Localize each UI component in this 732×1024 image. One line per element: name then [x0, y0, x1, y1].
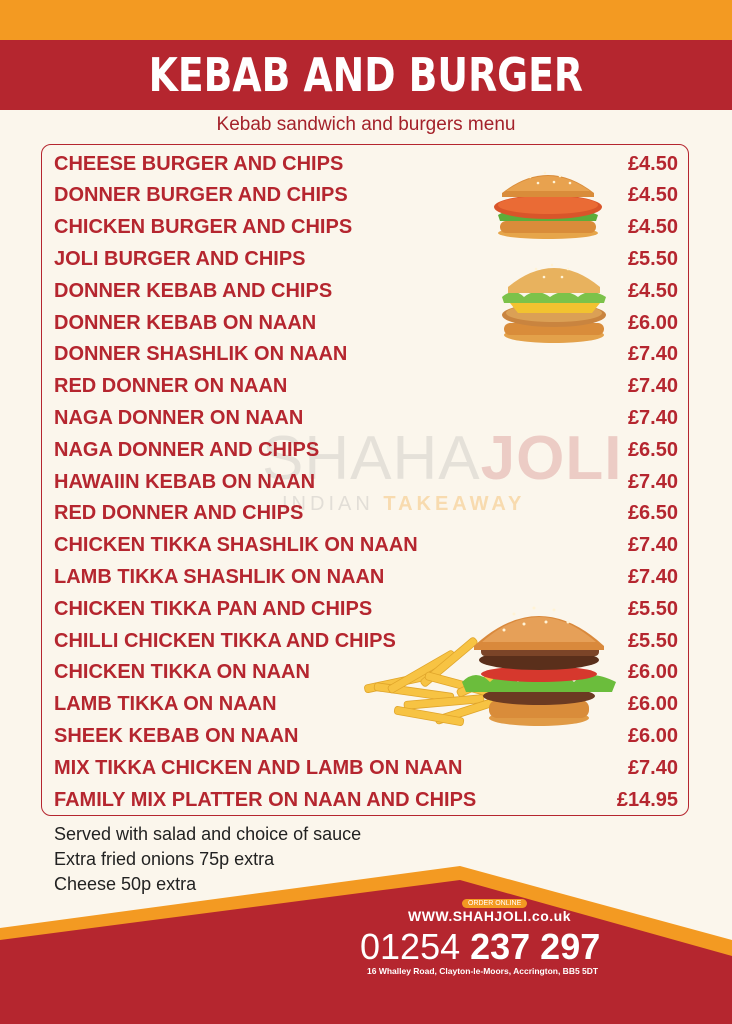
- menu-item-name: CHICKEN TIKKA PAN AND CHIPS: [54, 597, 373, 620]
- menu-item-price: £4.50: [627, 279, 678, 302]
- menu-item-name: HAWAIIN KEBAB ON NAAN: [54, 470, 316, 493]
- header-band: [0, 40, 732, 110]
- menu-item-price: £5.50: [627, 629, 678, 652]
- menu-item-price: £14.95: [616, 788, 678, 811]
- menu-item: [54, 149, 678, 179]
- menu-item-price: £7.40: [627, 406, 678, 429]
- menu-item-name: CHICKEN TIKKA ON NAAN: [54, 661, 310, 684]
- order-online-badge: ORDER ONLINE: [462, 899, 527, 908]
- menu-item-name: SHEEK KEBAB ON NAAN: [54, 724, 299, 747]
- menu-item-name: DONNER KEBAB AND CHIPS: [54, 279, 333, 302]
- menu-item-name: CHICKEN TIKKA SHASHLIK ON NAAN: [54, 534, 418, 557]
- menu-item-price: £7.40: [627, 343, 678, 366]
- menu-item: [54, 467, 678, 497]
- menu-item: [54, 340, 678, 370]
- menu-item: [54, 531, 678, 561]
- menu-item-price: £7.40: [627, 470, 678, 493]
- menu-item: [54, 435, 678, 465]
- menu-item: [54, 244, 678, 274]
- menu-item-price: £6.00: [627, 311, 678, 334]
- menu-item: [54, 753, 678, 783]
- menu-item: [54, 690, 678, 720]
- menu-item: [54, 658, 678, 688]
- menu-item-price: £4.50: [627, 216, 678, 239]
- page-title: KEBAB AND BURGER: [148, 48, 584, 102]
- menu-item: [54, 372, 678, 402]
- menu-item-price: £6.50: [627, 438, 678, 461]
- menu-item-price: £7.40: [627, 565, 678, 588]
- menu-item-name: CHILLI CHICKEN TIKKA AND CHIPS: [54, 629, 396, 652]
- website-link[interactable]: WWW.SHAHJOLI.co.uk: [408, 908, 571, 924]
- menu-item: [54, 308, 678, 338]
- menu-item-name: DONNER BURGER AND CHIPS: [54, 184, 348, 207]
- menu-item-price: £4.50: [627, 152, 678, 175]
- menu-item-name: FAMILY MIX PLATTER ON NAAN AND CHIPS: [54, 788, 477, 811]
- note-fried-onions: Extra fried onions 75p extra: [54, 849, 275, 869]
- menu-item-name: MIX TIKKA CHICKEN AND LAMB ON NAAN: [54, 756, 463, 779]
- menu-item-price: £5.50: [627, 597, 678, 620]
- note-cheese: Cheese 50p extra: [54, 874, 197, 894]
- menu-item: [54, 499, 678, 529]
- menu-item: [54, 562, 678, 592]
- menu-item-price: £6.50: [627, 502, 678, 525]
- menu-item-name: LAMB TIKKA ON NAAN: [54, 693, 277, 716]
- menu-item-price: £4.50: [627, 184, 678, 207]
- menu-item: [54, 276, 678, 306]
- menu-item: [54, 785, 678, 815]
- menu-item-price: £6.00: [627, 724, 678, 747]
- menu-item-name: NAGA DONNER AND CHIPS: [54, 438, 320, 461]
- menu-item: [54, 721, 678, 751]
- menu-item-name: NAGA DONNER ON NAAN: [54, 406, 304, 429]
- page-subtitle: Kebab sandwich and burgers menu: [216, 114, 516, 135]
- menu-item-name: RED DONNER AND CHIPS: [54, 502, 304, 525]
- menu-list: [41, 144, 689, 816]
- menu-item-price: £5.50: [627, 247, 678, 270]
- menu-item: [54, 403, 678, 433]
- menu-item: [54, 626, 678, 656]
- menu-item-name: RED DONNER ON NAAN: [54, 375, 288, 398]
- note-salad-sauce: Served with salad and choice of sauce: [54, 824, 362, 844]
- watermark-logo: SHAHAJOLI INDIAN TAKEAWAY: [262, 424, 623, 515]
- menu-item-name: CHEESE BURGER AND CHIPS: [54, 152, 344, 175]
- top-orange-strip: [0, 0, 732, 40]
- menu-item: [54, 181, 678, 211]
- menu-item: [54, 213, 678, 243]
- menu-item: [54, 594, 678, 624]
- menu-item-price: £7.40: [627, 756, 678, 779]
- menu-item-price: £6.00: [627, 693, 678, 716]
- menu-item-name: LAMB TIKKA SHASHLIK ON NAAN: [54, 565, 385, 588]
- phone-number[interactable]: 01254 237 297: [360, 926, 601, 967]
- menu-item-name: DONNER KEBAB ON NAAN: [54, 311, 317, 334]
- menu-item-name: JOLI BURGER AND CHIPS: [54, 247, 306, 270]
- menu-item-price: £6.00: [627, 661, 678, 684]
- address: 16 Whalley Road, Clayton-le-Moors, Accrington, BB5 5DT: [367, 966, 599, 976]
- menu-item-price: £7.40: [627, 534, 678, 557]
- menu-item-price: £7.40: [627, 375, 678, 398]
- menu-item-name: CHICKEN BURGER AND CHIPS: [54, 216, 353, 239]
- menu-item-name: DONNER SHASHLIK ON NAAN: [54, 343, 348, 366]
